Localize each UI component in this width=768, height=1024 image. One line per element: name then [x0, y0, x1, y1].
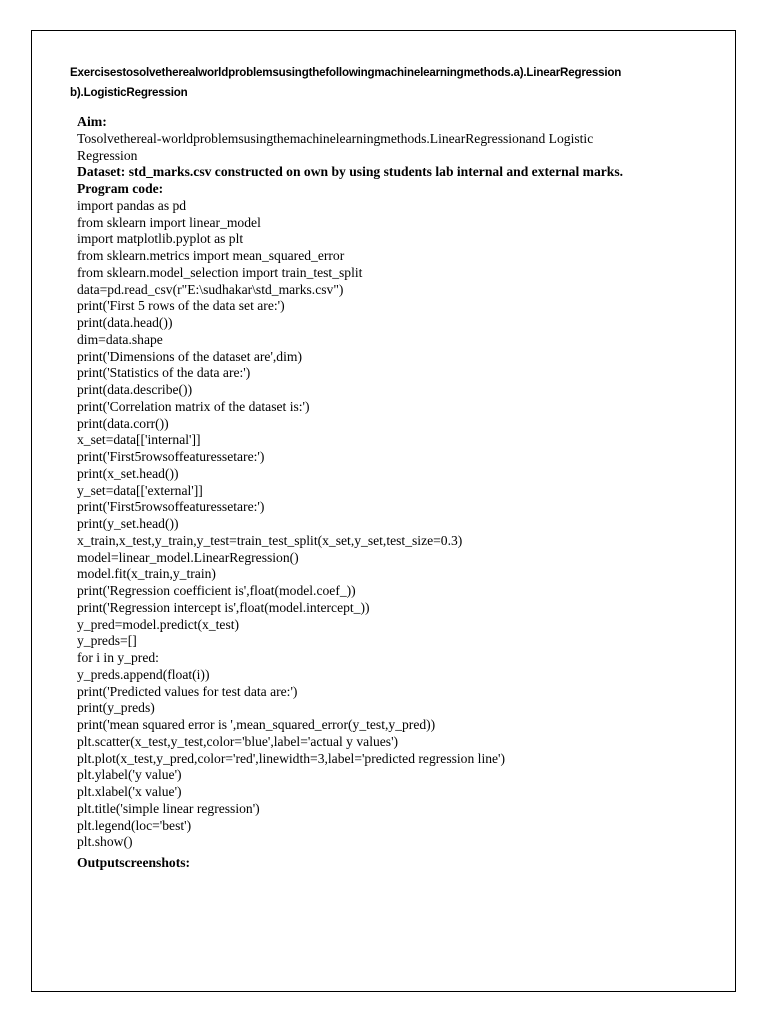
program-code-heading: Program code:: [77, 181, 164, 196]
code-line: print('Statistics of the data are:'): [77, 365, 251, 381]
code-line: import pandas as pd: [77, 197, 187, 213]
aim-heading: Aim:: [77, 114, 107, 129]
code-line: print('Regression intercept is',float(model.intercept_)): [77, 599, 370, 615]
exercise-title: [70, 63, 710, 103]
code-line: plt.ylabel('y value'): [77, 767, 182, 783]
code-line: import matplotlib.pyplot as plt: [77, 231, 244, 247]
code-line: plt.legend(loc='best'): [77, 817, 192, 833]
code-line: plt.show(): [77, 834, 133, 850]
code-line: dim=data.shape: [77, 331, 163, 347]
dataset-description: Dataset: std_marks.csv constructed on own by using students lab internal and external marks.: [77, 164, 624, 180]
code-line: print(data.corr()): [77, 415, 169, 431]
code-line: print(y_set.head()): [77, 516, 179, 531]
code-line: print('First5rowsoffeaturessetare:'): [77, 499, 265, 515]
code-line: x_set=data[['internal']]: [77, 432, 201, 448]
code-line: plt.title('simple linear regression'): [77, 800, 260, 816]
document-body: [77, 114, 727, 872]
code-line: from sklearn.model_selection import train_test_split: [77, 264, 363, 280]
code-line: print('mean squared error is ',mean_squared_error(y_test,y_pred)): [77, 717, 436, 732]
code-line: from sklearn.metrics import mean_squared_error: [77, 248, 345, 263]
code-line: data=pd.read_csv(r"E:\sudhakar\std_marks.csv"): [77, 281, 344, 297]
code-line: print(data.describe()): [77, 382, 193, 397]
code-line: y_pred=model.predict(x_test): [77, 616, 240, 632]
code-line: x_train,x_test,y_train,y_test=train_test_split(x_set,y_set,test_size=0.3): [77, 532, 463, 548]
code-line: plt.scatter(x_test,y_test,color='blue',label='actual y values'): [77, 733, 399, 749]
code-line: plt.xlabel('x value'): [77, 784, 182, 799]
code-line: print('Regression coefficient is',float(model.coef_)): [77, 583, 356, 598]
code-line: plt.plot(x_test,y_pred,color='red',linewidth=3,label='predicted regression line'): [77, 750, 506, 766]
code-line: print('First5rowsoffeaturessetare:'): [77, 449, 265, 464]
exercise-title-line-1: Exercisestosolvetherealworldproblemsusingthefollowingmachinelearningmethods.a).LinearRegression: [70, 66, 622, 79]
code-line: y_set=data[['external']]: [77, 482, 203, 498]
code-line: from sklearn import linear_model: [77, 214, 261, 230]
code-line: print('Dimensions of the dataset are',dim): [77, 348, 302, 364]
aim-text-line-2: Regression: [77, 147, 138, 163]
code-line: y_preds.append(float(i)): [77, 666, 210, 682]
code-line: print('Correlation matrix of the dataset is:'): [77, 398, 310, 414]
code-line: print('Predicted values for test data are:'): [77, 683, 298, 699]
program-code-block: [77, 198, 727, 851]
code-line: print(y_preds): [77, 700, 155, 716]
code-line: print('First 5 rows of the data set are:'): [77, 298, 285, 314]
code-line: model=linear_model.LinearRegression(): [77, 549, 299, 565]
code-line: model.fit(x_train,y_train): [77, 566, 216, 582]
code-line: y_preds=[]: [77, 633, 137, 649]
output-screenshots-heading: Outputscreenshots:: [77, 855, 191, 870]
aim-text-line-1: Tosolvethereal-worldproblemsusingthemachinelearningmethods.LinearRegressionand Logistic: [77, 130, 594, 146]
code-line: for i in y_pred:: [77, 650, 159, 665]
exercise-title-line-2: b).LogisticRegression: [70, 86, 188, 99]
code-line: print(data.head()): [77, 315, 173, 330]
code-line: print(x_set.head()): [77, 465, 179, 481]
